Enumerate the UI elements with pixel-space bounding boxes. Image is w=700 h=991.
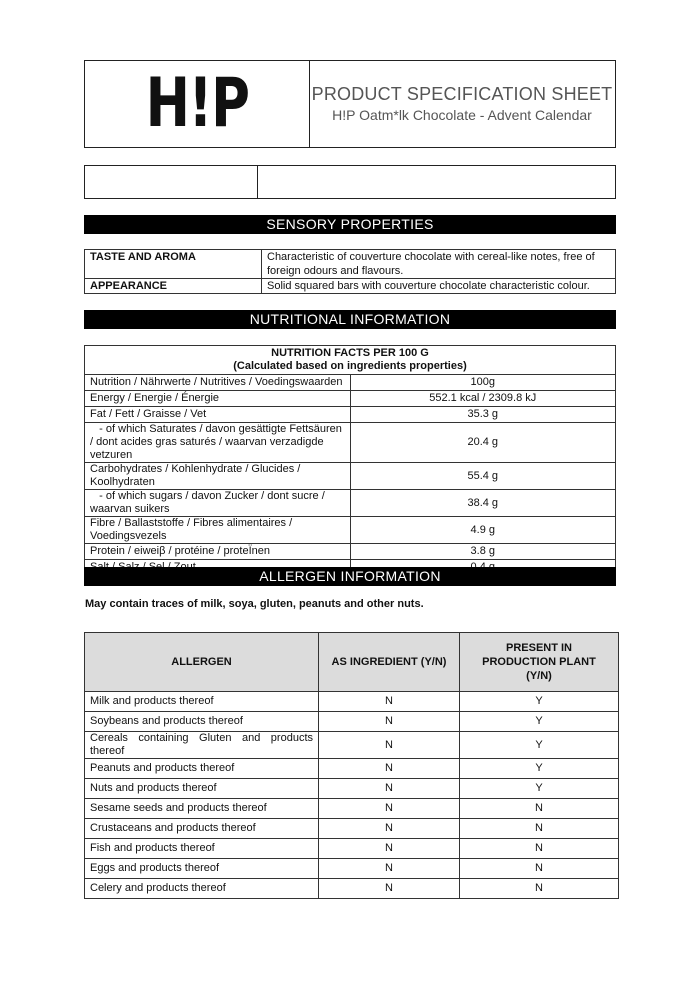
nutrient-value: 38.4 g: [350, 490, 616, 517]
table-row: [85, 799, 619, 819]
as-ingredient-value: N: [319, 879, 460, 899]
allergen-name: Crustaceans and products thereof: [85, 819, 319, 839]
as-ingredient-value: N: [319, 799, 460, 819]
allergen-name: Soybeans and products thereof: [85, 712, 319, 732]
table-row: [85, 819, 619, 839]
nutrient-value: 552.1 kcal / 2309.8 kJ: [350, 391, 616, 407]
logo-cell: [85, 61, 310, 147]
allergen-name: Fish and products thereof: [85, 839, 319, 859]
as-ingredient-value: N: [319, 839, 460, 859]
nutrition-table: [84, 345, 616, 576]
column-header-plant: PRESENT IN PRODUCTION PLANT (Y/N): [460, 633, 619, 692]
allergen-name: Sesame seeds and products thereof: [85, 799, 319, 819]
table-row: [85, 279, 616, 294]
nutrient-value: 3.8 g: [350, 544, 616, 560]
in-plant-value: N: [460, 839, 619, 859]
in-plant-value: N: [460, 799, 619, 819]
as-ingredient-value: N: [319, 712, 460, 732]
table-header-row: [85, 346, 616, 375]
as-ingredient-value: N: [319, 819, 460, 839]
nutrition-section-heading: NUTRITIONAL INFORMATION: [84, 310, 616, 329]
in-plant-value: N: [460, 879, 619, 899]
brand-logo: H!P: [145, 64, 249, 143]
allergen-name: Peanuts and products thereof: [85, 759, 319, 779]
table-row: [85, 759, 619, 779]
allergen-note: May contain traces of milk, soya, gluten, peanuts and other nuts.: [85, 598, 424, 610]
nutrient-label: Fibre / Ballaststoffe / Fibres alimentaires / Voedingsvezels: [85, 517, 351, 544]
column-header-allergen: ALLERGEN: [85, 633, 319, 692]
nutrient-label: - of which Saturates / davon gesättigte Fettsäuren / dont acides gras saturés / waarvan verzadigde vetzuren: [85, 423, 351, 463]
nutrient-label: Energy / Energie / Énergie: [85, 391, 351, 407]
allergen-name: Eggs and products thereof: [85, 859, 319, 879]
table-row: [85, 879, 619, 899]
table-row: [85, 544, 616, 560]
allergen-name: Milk and products thereof: [85, 692, 319, 712]
in-plant-value: N: [460, 859, 619, 879]
as-ingredient-value: N: [319, 859, 460, 879]
as-ingredient-value: N: [319, 692, 460, 712]
table-row: [85, 391, 616, 407]
allergen-table-body: [85, 692, 619, 899]
table-row: [85, 407, 616, 423]
nutrient-value: 4.9 g: [350, 517, 616, 544]
in-plant-value: Y: [460, 759, 619, 779]
sensory-label: APPEARANCE: [85, 279, 262, 294]
nutrient-value: 55.4 g: [350, 463, 616, 490]
in-plant-value: Y: [460, 779, 619, 799]
table-row: [85, 779, 619, 799]
document-subtitle: H!P Oatm*lk Chocolate - Advent Calendar: [332, 107, 592, 123]
allergen-name: Nuts and products thereof: [85, 779, 319, 799]
nutrient-label: - of which sugars / davon Zucker / dont sucre / waarvan suikers: [85, 490, 351, 517]
nutrient-label: Protein / eiweiβ / protéine / proteÏnen: [85, 544, 351, 560]
in-plant-value: Y: [460, 712, 619, 732]
allergen-section-heading: ALLERGEN INFORMATION: [84, 567, 616, 586]
nutrient-value: 100g: [350, 375, 616, 391]
nutrient-label: Nutrition / Nährwerte / Nutritives / Voedingswaarden: [85, 375, 351, 391]
allergen-table: [84, 632, 619, 899]
document-title: PRODUCT SPECIFICATION SHEET: [311, 84, 613, 104]
table-row: [85, 490, 616, 517]
as-ingredient-value: N: [319, 759, 460, 779]
table-row: [85, 423, 616, 463]
nutrient-label: Fat / Fett / Graisse / Vet: [85, 407, 351, 423]
in-plant-value: N: [460, 819, 619, 839]
cell-divider: [257, 166, 258, 198]
sensory-section-heading: SENSORY PROPERTIES: [84, 215, 616, 234]
table-row: [85, 250, 616, 279]
sensory-table: [84, 249, 616, 294]
sensory-value: Solid squared bars with couverture chocolate characteristic colour.: [262, 279, 616, 294]
nutrition-subheading-text: (Calculated based on ingredients properties): [233, 360, 467, 372]
table-row: [85, 732, 619, 759]
table-row: [85, 463, 616, 490]
table-row: [85, 692, 619, 712]
in-plant-value: Y: [460, 692, 619, 712]
as-ingredient-value: N: [319, 732, 460, 759]
nutrition-heading-text: NUTRITION FACTS PER 100 G: [271, 347, 429, 359]
table-row: [85, 375, 616, 391]
table-row: [85, 517, 616, 544]
sensory-label: TASTE AND AROMA: [85, 250, 262, 279]
allergen-name: Celery and products thereof: [85, 879, 319, 899]
sensory-value: Characteristic of couverture chocolate with cereal-like notes, free of foreign odours and flavours.: [262, 250, 616, 279]
nutrient-label: Carbohydrates / Kohlenhydrate / Glucides / Koolhydraten: [85, 463, 351, 490]
column-header-ingredient: AS INGREDIENT (Y/N): [319, 633, 460, 692]
table-row: [85, 712, 619, 732]
nutrient-value: 35.3 g: [350, 407, 616, 423]
as-ingredient-value: N: [319, 779, 460, 799]
table-header-row: [85, 633, 619, 692]
table-row: [85, 839, 619, 859]
table-row: [85, 859, 619, 879]
nutrition-table-heading: [85, 346, 616, 375]
nutrient-value: 20.4 g: [350, 423, 616, 463]
allergen-name: Cereals containing Gluten and products thereof: [85, 732, 319, 759]
in-plant-value: Y: [460, 732, 619, 759]
document-header: [84, 60, 616, 148]
empty-info-row: [84, 165, 616, 199]
